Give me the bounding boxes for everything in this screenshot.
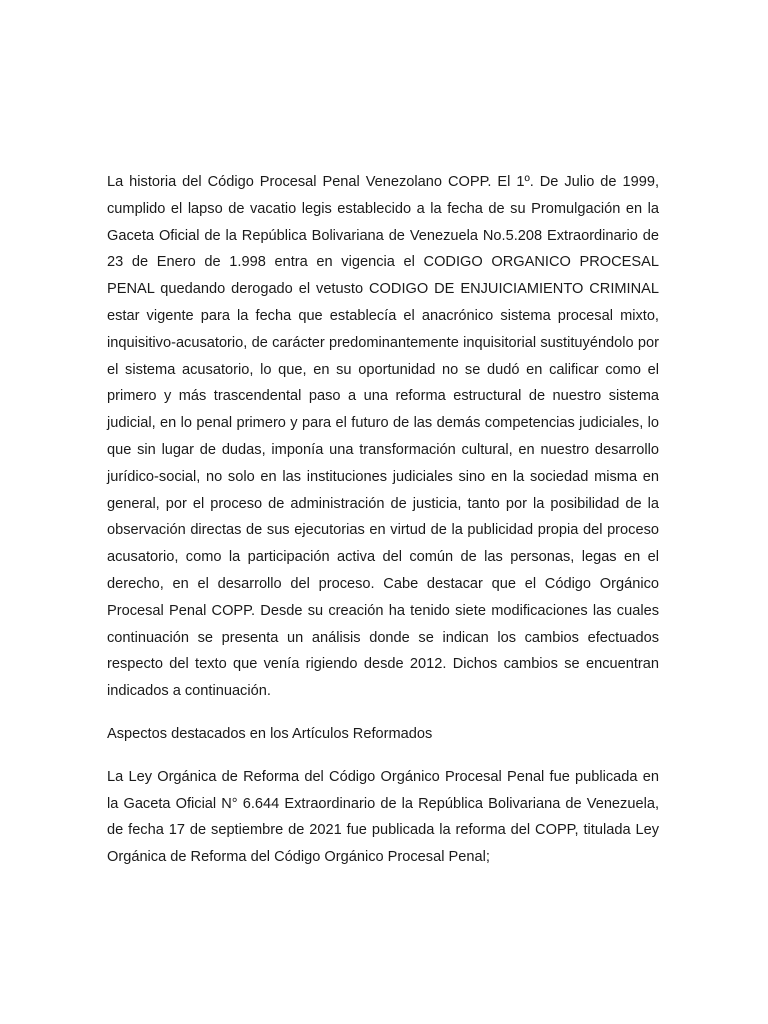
reform-paragraph: La Ley Orgánica de Reforma del Código Orgánico Procesal Penal fue publicada en la Gaceta Oficial N° 6.644 Extraordinario de la República Bolivariana de Venezuela, de fecha 17 de septiembre de 2021 fue publicada la reforma del COPP, titulada Ley Orgánica de Reforma del Código Orgánico Procesal Penal;	[107, 768, 659, 866]
intro-paragraph: La historia del Código Procesal Penal Venezolano COPP. El 1º. De Julio de 1999, cumplido el lapso de vacatio legis establecido a la fecha de su Promulgación en la Gaceta Oficial de la República Bolivariana de Venezuela No.5.208 Extraordinario de 23 de Enero de 1.998 entra en vigencia el CODIGO ORGANICO PROCESAL PENAL quedando derogado el vetusto CODIGO DE ENJUICIAMIENTO CRIMINAL estar vigente para la fecha que establecía el anacrónico sistema procesal mixto, inquisitivo-acusatorio, de carácter predominantemente inquisitorial sustituyéndolo por el sistema acusatorio, lo que, en su oportunidad no se dudó en calificar como el primero y más trascendental paso a una reforma estructural de nuestro sistema judicial, en lo penal primero y para el futuro de las demás competencias judiciales, lo que sin lugar de dudas, imponía una transformación cultural, en nuestro desarrollo jurídico-social, no solo en las instituciones judiciales sino en la sociedad misma en general, por el proceso de administración de justicia, tanto por la posibilidad de la observación directas de sus ejecutorias en virtud de la publicidad propia del proceso acusatorio, como la participación activa del común de las personas, legas en el derecho, en el desarrollo del proceso. Cabe destacar que el Código Orgánico Procesal Penal COPP. Desde su creación ha tenido siete modificaciones las cuales continuación se presenta un análisis donde se indican los cambios efectuados respecto del texto que venía rigiendo desde 2012. Dichos cambios se encuentran indicados a continuación.	[107, 174, 659, 700]
document-body	[107, 169, 659, 871]
section-heading: Aspectos destacados en los Artículos Reformados	[107, 725, 433, 742]
